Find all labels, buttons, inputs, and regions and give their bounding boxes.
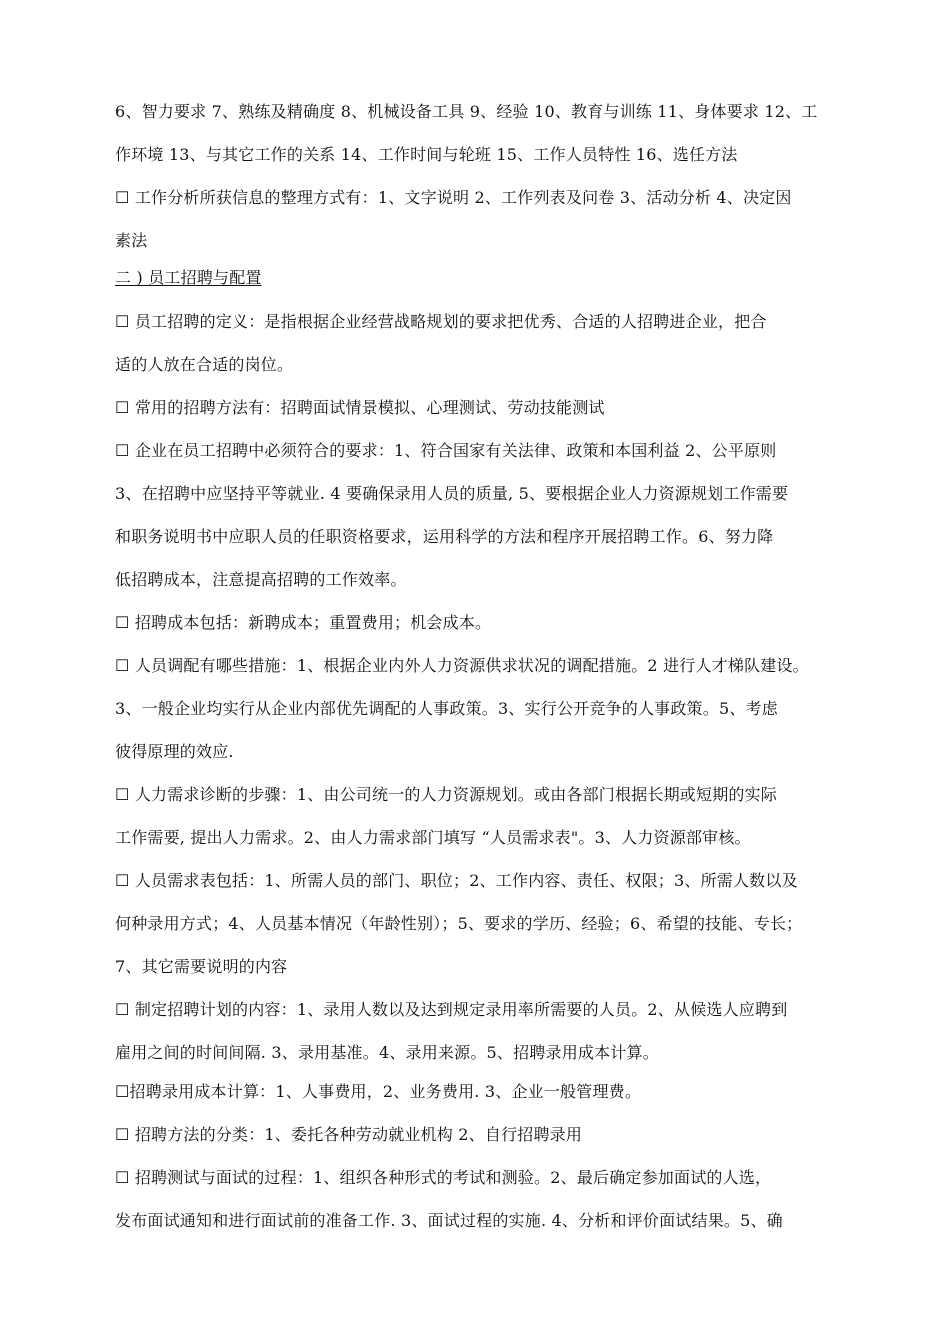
text-line: ☐ 招聘测试与面试的过程：1、组织各种形式的考试和测验。2、最后确定参加面试的人选，	[115, 1168, 772, 1187]
text-line: 作环境 13、与其它工作的关系 14、工作时间与轮班 15、工作人员特性 16、选任方法	[115, 145, 738, 164]
text-line: ☐ 员工招聘的定义：是指根据企业经营战略规划的要求把优秀、合适的人招聘进企业，把合	[115, 312, 767, 331]
text-line: 3、一般企业均实行从企业内部优先调配的人事政策。3、实行公开竞争的人事政策。5、考虑	[115, 699, 778, 718]
text-line: ☐ 人员需求表包括：1、所需人员的部门、职位；2、工作内容、责任、权限；3、所需人数以及	[115, 871, 798, 890]
text-line: 工作需要, 提出人力需求。2、由人力需求部门填写 “人员需求表"。3、人力资源部审核。	[115, 828, 751, 847]
text-line: 雇用之间的时间间隔. 3、录用基准。4、录用来源。5、招聘录用成本计算。	[115, 1043, 659, 1062]
text-line: ☐ 招聘方法的分类：1、委托各种劳动就业机构 2、自行招聘录用	[115, 1125, 583, 1144]
text-line: ☐ 人力需求诊断的步骤：1、由公司统一的人力资源规划。或由各部门根据长期或短期的实际	[115, 785, 778, 804]
text-line: 6、智力要求 7、熟练及精确度 8、机械设备工具 9、经验 10、教育与训练 11、身体要求 12、工	[115, 102, 818, 121]
text-line: 适的人放在合适的岗位。	[115, 355, 294, 374]
text-line: 素法	[115, 231, 148, 250]
section-heading: 二 ) 员工招聘与配置	[115, 268, 262, 287]
text-line: 彼得原理的效应.	[115, 742, 234, 761]
text-line: ☐ 人员调配有哪些措施：1、根据企业内外人力资源供求状况的调配措施。2 进行人才梯队建设。	[115, 656, 809, 675]
text-line: ☐ 招聘成本包括：新聘成本；重置费用；机会成本。	[115, 613, 492, 632]
text-line: ☐ 制定招聘计划的内容：1、录用人数以及达到规定录用率所需要的人员。2、从候选人应聘到	[115, 1000, 788, 1019]
text-line: 7、其它需要说明的内容	[115, 957, 288, 976]
text-line: ☐ 工作分析所获信息的整理方式有：1、文字说明 2、工作列表及问卷 3、活动分析 4、决定因	[115, 188, 792, 207]
text-line: 和职务说明书中应职人员的任职资格要求，运用科学的方法和程序开展招聘工作。6、努力降	[115, 527, 774, 546]
text-line: 低招聘成本，注意提高招聘的工作效率。	[115, 570, 407, 589]
text-line: ☐ 常用的招聘方法有：招聘面试情景模拟、心理测试、劳动技能测试	[115, 398, 605, 417]
text-line: 发布面试通知和进行面试前的准备工作. 3、面试过程的实施. 4、分析和评价面试结果。5、确	[115, 1211, 783, 1230]
text-line: ☐ 企业在员工招聘中必须符合的要求：1、符合国家有关法律、政策和本国利益 2、公平原则	[115, 441, 777, 460]
text-line: 3、在招聘中应坚持平等就业. 4 要确保录用人员的质量, 5、要根据企业人力资源规划工作需要	[115, 484, 789, 503]
text-line: 何种录用方式；4、人员基本情况（年龄性别）；5、要求的学历、经验；6、希望的技能、专长；	[115, 914, 803, 933]
text-line: ☐招聘录用成本计算：1、人事费用，2、业务费用. 3、企业一般管理费。	[115, 1082, 642, 1101]
